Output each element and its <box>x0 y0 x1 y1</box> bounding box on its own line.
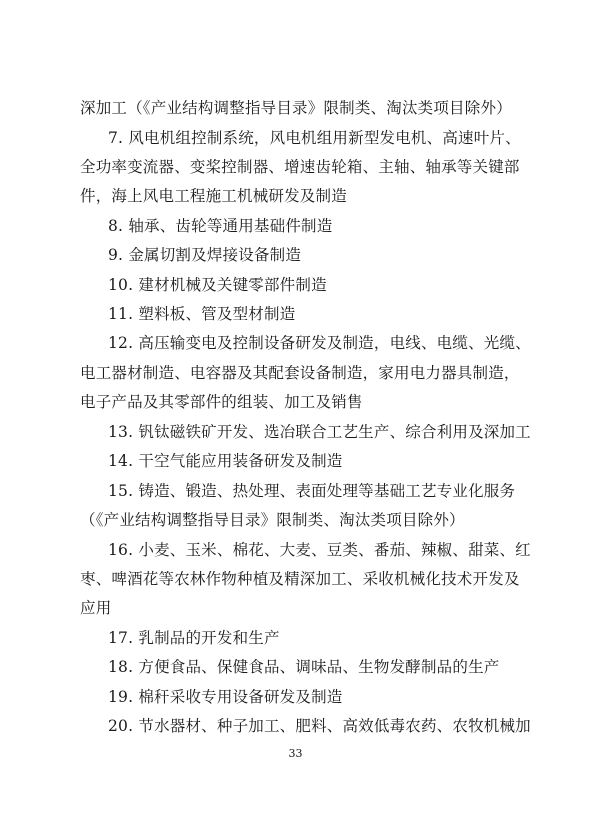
text-line-13: 14. 干空气能应用装备研发及制造 <box>108 452 343 470</box>
text-line-22: 20. 节水器材、种子加工、肥料、高效低毒农药、农牧机械加 <box>108 717 531 735</box>
page-number: 33 <box>288 747 303 760</box>
text-line-17: 枣、啤酒花等农林作物种植及精深加工、采收机械化技术开发及 <box>80 570 520 588</box>
text-line-9: 12. 高压输变电及控制设备研发及制造，电线、电缆、光缆、 <box>108 334 531 352</box>
text-line-7: 10. 建材机械及关键零部件制造 <box>108 276 327 294</box>
text-line-11: 电子产品及其零部件的组装、加工及销售 <box>80 393 363 411</box>
text-line-6: 9. 金属切割及焊接设备制造 <box>108 246 302 264</box>
text-line-20: 18. 方便食品、保健食品、调味品、生物发酵制品的生产 <box>108 658 500 676</box>
text-line-19: 17. 乳制品的开发和生产 <box>108 629 280 647</box>
text-line-16: 16. 小麦、玉米、棉花、大麦、豆类、番茄、辣椒、甜菜、红 <box>108 541 531 559</box>
text-line-14: 15. 铸造、锻造、热处理、表面处理等基础工艺专业化服务 <box>108 482 516 500</box>
text-line-2: 7. 风电机组控制系统，风电机组用新型发电机、高速叶片、 <box>108 129 521 147</box>
text-line-12: 13. 钒钛磁铁矿开发、选冶联合工艺生产、综合利用及深加工 <box>108 423 531 441</box>
text-line-3: 全功率变流器、变桨控制器、增速齿轮箱、主轴、轴承等关键部 <box>80 158 520 176</box>
text-line-18: 应用 <box>80 599 112 617</box>
text-line-10: 电工器材制造、电容器及其配套设备制造，家用电力器具制造， <box>80 364 520 382</box>
text-line-21: 19. 棉秆采收专用设备研发及制造 <box>108 688 343 706</box>
text-line-15: （《产业结构调整指导目录》限制类、淘汰类项目除外） <box>80 511 465 529</box>
text-line-4: 件，海上风电工程施工机械研发及制造 <box>80 187 347 205</box>
text-line-1: 深加工（《产业结构调整指导目录》限制类、淘汰类项目除外） <box>80 99 512 117</box>
text-line-8: 11. 塑料板、管及型材制造 <box>108 305 296 323</box>
text-line-5: 8. 轴承、齿轮等通用基础件制造 <box>108 217 333 235</box>
